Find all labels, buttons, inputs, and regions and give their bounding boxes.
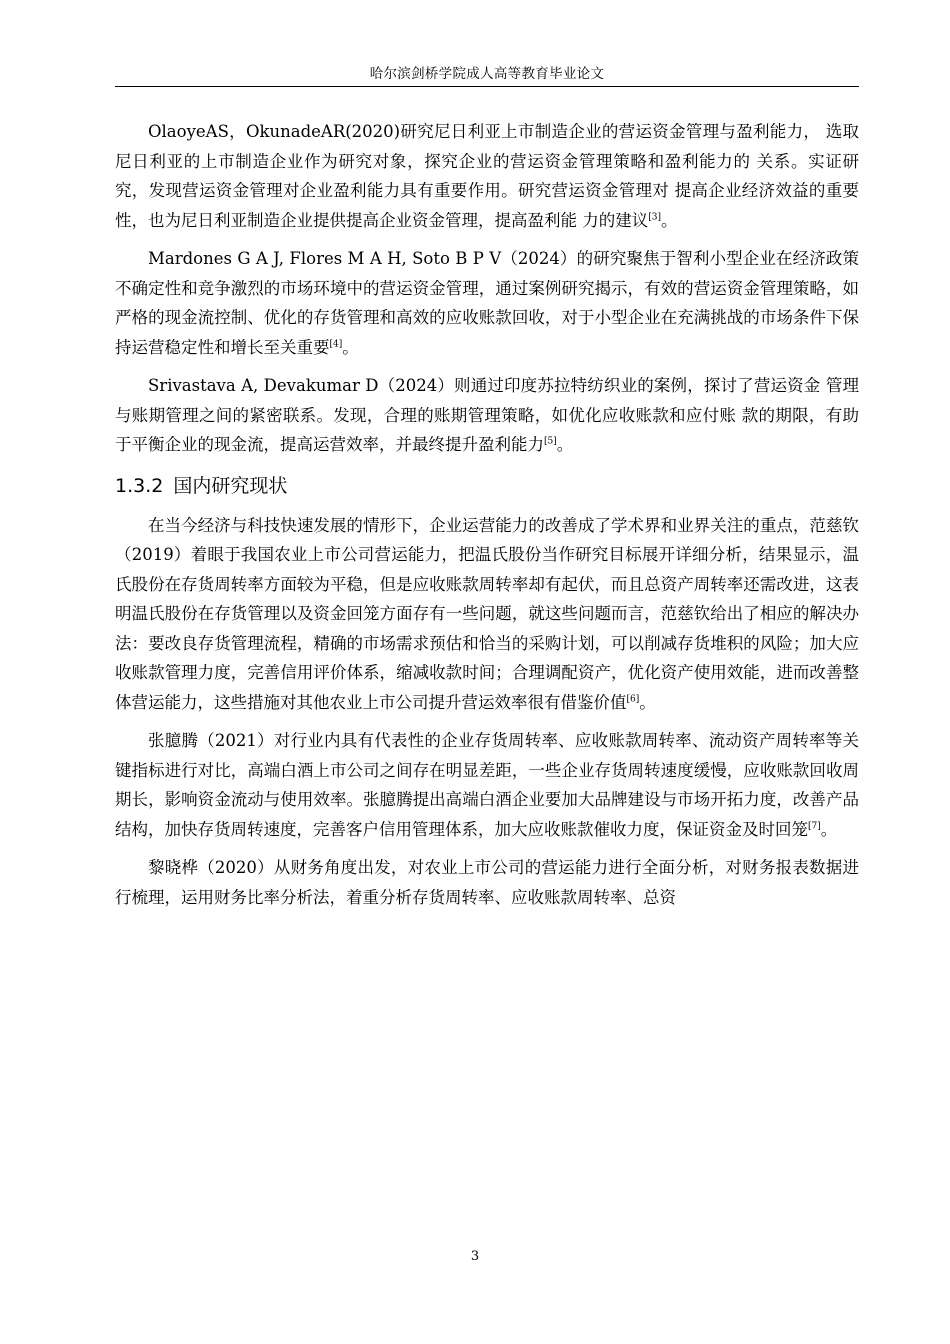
- page-body: [115, 117, 859, 921]
- section-heading: [115, 469, 859, 503]
- header-rule: [115, 86, 859, 87]
- citation: [6]: [626, 694, 640, 704]
- paragraph: Mardones G A J, Flores M A H, Soto B P V（2024）的研究聚焦于智利小型企业在经济政策不确定性和竞争激烈的市场环境中的营运资金管理，通过案例研究揭示，有效的营运资金管理策略，如严格的现金流控制、优化的存货管理和高效的应收账款回收，对于小型企业在充满挑战的市场条件下保持运营稳定性和增长至关重要[4]。: [115, 249, 859, 357]
- page-number: 3: [470, 1249, 480, 1264]
- paragraph: 张臆腾（2021）对行业内具有代表性的企业存货周转率、应收账款周转率、流动资产周转率等关键指标进行对比，高端白酒上市公司之间存在明显差距，一些企业存货周转速度缓慢，应收账款回收周期长，影响资金流动与使用效率。张臆腾提出高端白酒企业要加大品牌建设与市场开拓力度，改善产品结构，加快存货周转速度，完善客户信用管理体系，加大应收账款催收力度，保证资金及时回笼[7]。: [115, 731, 859, 839]
- section-number: 1.3.2: [115, 474, 164, 497]
- paragraph: 在当今经济与科技快速发展的情形下，企业运营能力的改善成了学术界和业界关注的重点，范慈钦（2019）着眼于我国农业上市公司营运能力，把温氏股份当作研究目标展开详细分析，结果显示，温氏股份在存货周转率方面较为平稳，但是应收账款周转率却有起伏，而且总资产周转率还需改进，这表明温氏股份在存货管理以及资金回笼方面存有一些问题，就这些问题而言，范慈钦给出了相应的解决办法：要改良存货管理流程，精确的市场需求预估和恰当的采购计划，可以削减存货堆积的风险；加大应收账款管理力度，完善信用评价体系，缩减收款时间；合理调配资产，优化资产使用效能，进而改善整体营运能力，这些措施对其他农业上市公司提升营运效率很有借鉴价值[6]。: [115, 515, 859, 712]
- section-title: 国内研究现状: [173, 474, 288, 497]
- citation: [3]: [648, 212, 661, 222]
- citation: [7]: [808, 821, 821, 831]
- citation: [5]: [544, 436, 557, 447]
- running-header: 哈尔滨剑桥学院成人高等教育毕业论文: [369, 66, 605, 82]
- paragraph: OlaoyeAS，OkunadeAR(2020)研究尼日利亚上市制造企业的营运资金管理与盈利能力， 选取尼日利亚的上市制造企业作为研究对象，探究企业的营运资金管理策略和盈利能力的 关系。实证研究，发现营运资金管理对企业盈利能力具有重要作用。研究营运资金管理对 提高企业经济效益的重要性，也为尼日利亚制造企业提供提高企业资金管理，提高盈利能 力的建议[3]。: [115, 122, 859, 230]
- paragraph: 黎晓桦（2020）从财务角度出发，对农业上市公司的营运能力进行全面分析，对财务报表数据进行梳理，运用财务比率分析法，着重分析存货周转率、应收账款周转率、总资: [115, 858, 859, 907]
- paragraph: Srivastava A, Devakumar D（2024）则通过印度苏拉特纺织业的案例，探讨了营运资金 管理与账期管理之间的紧密联系。发现，合理的账期管理策略，如优化应收账款和应付账 款的期限，有助于平衡企业的现金流，提高运营效率，并最终提升盈利能力[5]。: [115, 376, 859, 454]
- citation: [4]: [329, 339, 343, 349]
